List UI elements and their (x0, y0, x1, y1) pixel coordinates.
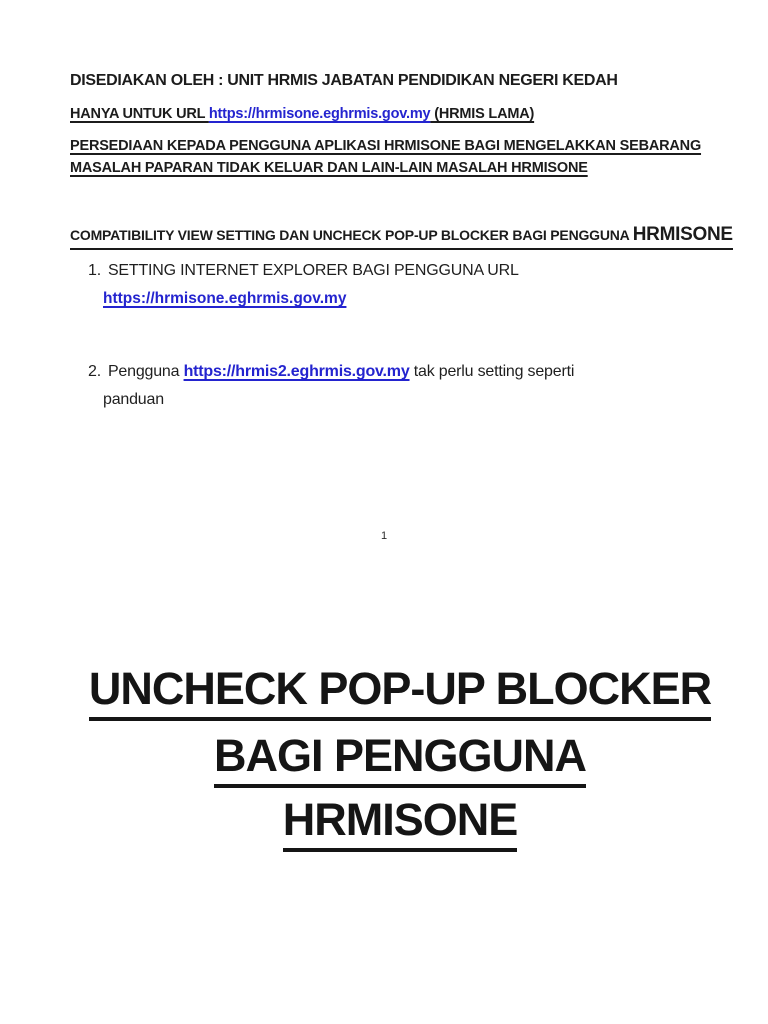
list-item-1-link-line (103, 290, 346, 308)
list-item-1 (88, 262, 519, 280)
big-heading-line-1: UNCHECK POP-UP BLOCKER (89, 664, 711, 721)
list-item-2 (88, 363, 574, 381)
list-item-2-continuation: panduan (103, 391, 164, 408)
hrmis2-url-link[interactable]: https://hrmis2.eghrmis.gov.my (183, 363, 410, 380)
big-heading-row-2 (70, 731, 730, 788)
hrmisone-url-link[interactable]: https://hrmisone.eghrmis.gov.my (103, 290, 347, 307)
url-restriction-prefix: HANYA UNTUK URL (70, 106, 209, 122)
big-heading-line-2: BAGI PENGGUNA (214, 731, 586, 788)
compatibility-heading-text: COMPATIBILITY VIEW SETTING DAN UNCHECK POP-UP BLOCKER BAGI PENGGUNA (70, 227, 633, 243)
url-restriction-line (70, 106, 534, 122)
big-heading-line-3: HRMISONE (283, 795, 518, 852)
list-item-1-text: SETTING INTERNET EXPLORER BAGI PENGGUNA URL (107, 262, 519, 279)
prepared-by-heading: DISEDIAKAN OLEH : UNIT HRMIS JABATAN PENDIDIKAN NEGERI KEDAH (70, 72, 618, 89)
list-item-2-suffix: tak perlu setting seperti (409, 363, 575, 380)
purpose-line-2: MASALAH PAPARAN TIDAK KELUAR DAN LAIN-LAIN MASALAH HRMISONE (70, 160, 588, 176)
url-restriction-suffix: (HRMIS LAMA) (430, 106, 535, 122)
hrmisone-emphasis: HRMISONE (632, 224, 733, 245)
list-item-2-prefix: Pengguna (107, 363, 184, 380)
purpose-line-1: PERSEDIAAN KEPADA PENGGUNA APLIKASI HRMISONE BAGI MENGELAKKAN SEBARANG (70, 138, 702, 154)
big-heading-row-3 (70, 795, 730, 852)
compatibility-section-heading (70, 224, 733, 250)
page-number: 1 (380, 530, 388, 542)
big-heading-row-1 (70, 664, 730, 721)
hrmisone-old-url-link[interactable]: https://hrmisone.eghrmis.gov.my (208, 106, 431, 122)
list-item-1-number: 1. (88, 262, 101, 279)
list-item-2-number: 2. (88, 363, 101, 380)
